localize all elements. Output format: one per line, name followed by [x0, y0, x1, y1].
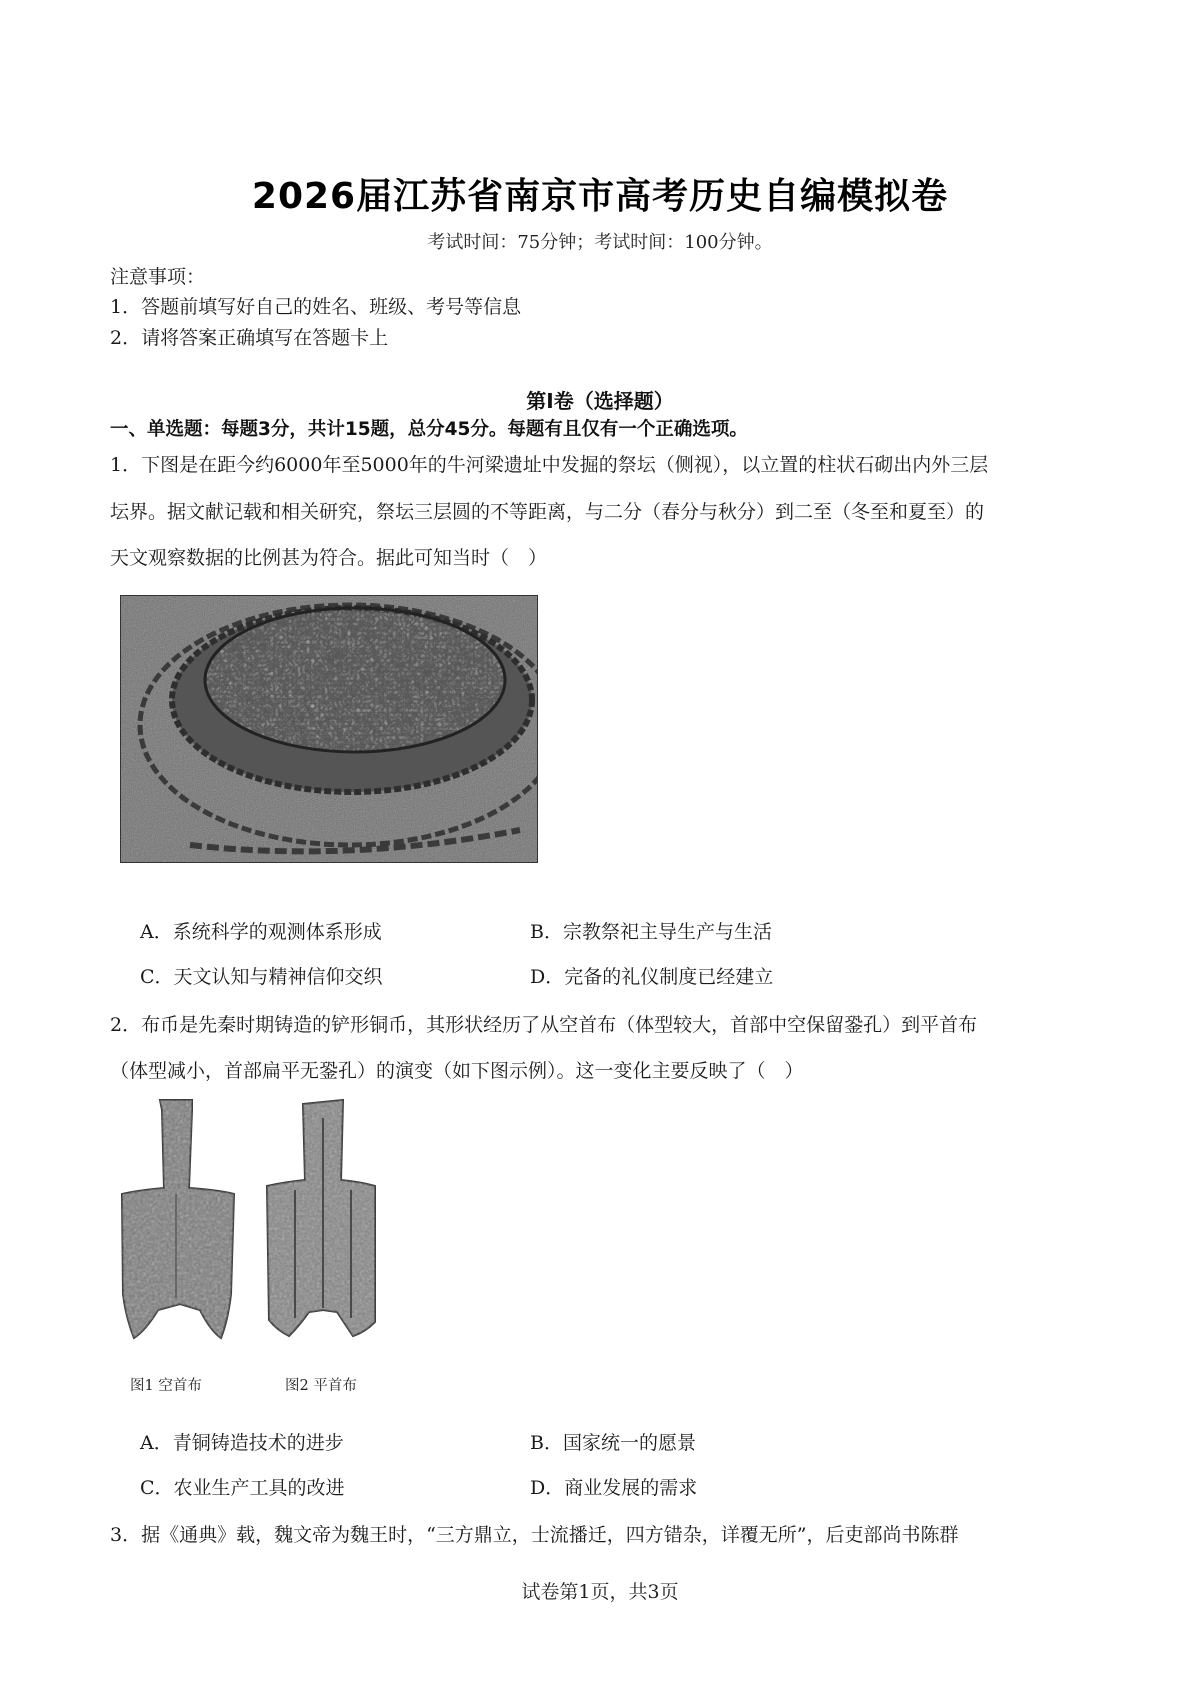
hollow-head-spade-coin-image — [118, 1098, 238, 1340]
question-2-option-d: D．商业发展的需求 — [530, 1477, 698, 1499]
question-2-option-c: C．农业生产工具的改进 — [140, 1477, 345, 1499]
notice-heading: 注意事项： — [110, 266, 206, 288]
altar-photo — [120, 595, 538, 863]
question-2-option-a: A．青铜铸造技术的进步 — [140, 1432, 344, 1454]
question-1-text: 1．下图是在距今约6000年至5000年的牛河梁遗址中发掘的祭坛（侧视），以立置的柱状石砌出内外三层 — [110, 454, 989, 476]
question-1-text: 坛界。据文献记载和相关研究，祭坛三层圆的不等距离，与二分（春分与秋分）到二至（冬至和夏至）的 — [110, 501, 985, 523]
notice-item: 1．答题前填写好自己的姓名、班级、考号等信息 — [110, 296, 522, 318]
page-footer: 试卷第1页，共3页 — [521, 1581, 679, 1603]
section-description: 一、单选题：每题3分，共计15题，总分45分。每题有且仅有一个正确选项。 — [110, 419, 748, 440]
figure-1-caption: 图1 空首布 — [130, 1378, 202, 1394]
question-1-option-a: A．系统科学的观测体系形成 — [140, 921, 382, 943]
exam-time-info: 考试时间：75分钟；考试时间：100分钟。 — [427, 232, 773, 253]
notice-item: 2．请将答案正确填写在答题卡上 — [110, 327, 389, 349]
section-title: 第I卷（选择题） — [526, 389, 674, 413]
question-2-text: （体型减小，首部扁平无銎孔）的演变（如下图示例）。这一变化主要反映了（ ） — [110, 1060, 804, 1082]
question-1-option-b: B．宗教祭祀主导生产与生活 — [530, 921, 772, 943]
question-2-option-b: B．国家统一的愿景 — [530, 1432, 696, 1454]
figure-2-caption: 图2 平首布 — [285, 1378, 357, 1394]
question-2-text: 2．布币是先秦时期铸造的铲形铜币，其形状经历了从空首布（体型较大，首部中空保留銎孔）到平首布 — [110, 1014, 978, 1036]
question-1-option-d: D．完备的礼仪制度已经建立 — [530, 966, 774, 988]
question-1-option-c: C．天文认知与精神信仰交织 — [140, 966, 383, 988]
exam-title: 2026届江苏省南京市高考历史自编模拟卷 — [251, 176, 949, 217]
flat-head-spade-coin-image — [265, 1098, 380, 1340]
question-3-text: 3．据《通典》载，魏文帝为魏王时，“三方鼎立，士流播迁，四方错杂，详覆无所”，后吏部尚书陈群 — [110, 1524, 959, 1546]
question-1-text: 天文观察数据的比例甚为符合。据此可知当时（ ） — [110, 547, 548, 569]
